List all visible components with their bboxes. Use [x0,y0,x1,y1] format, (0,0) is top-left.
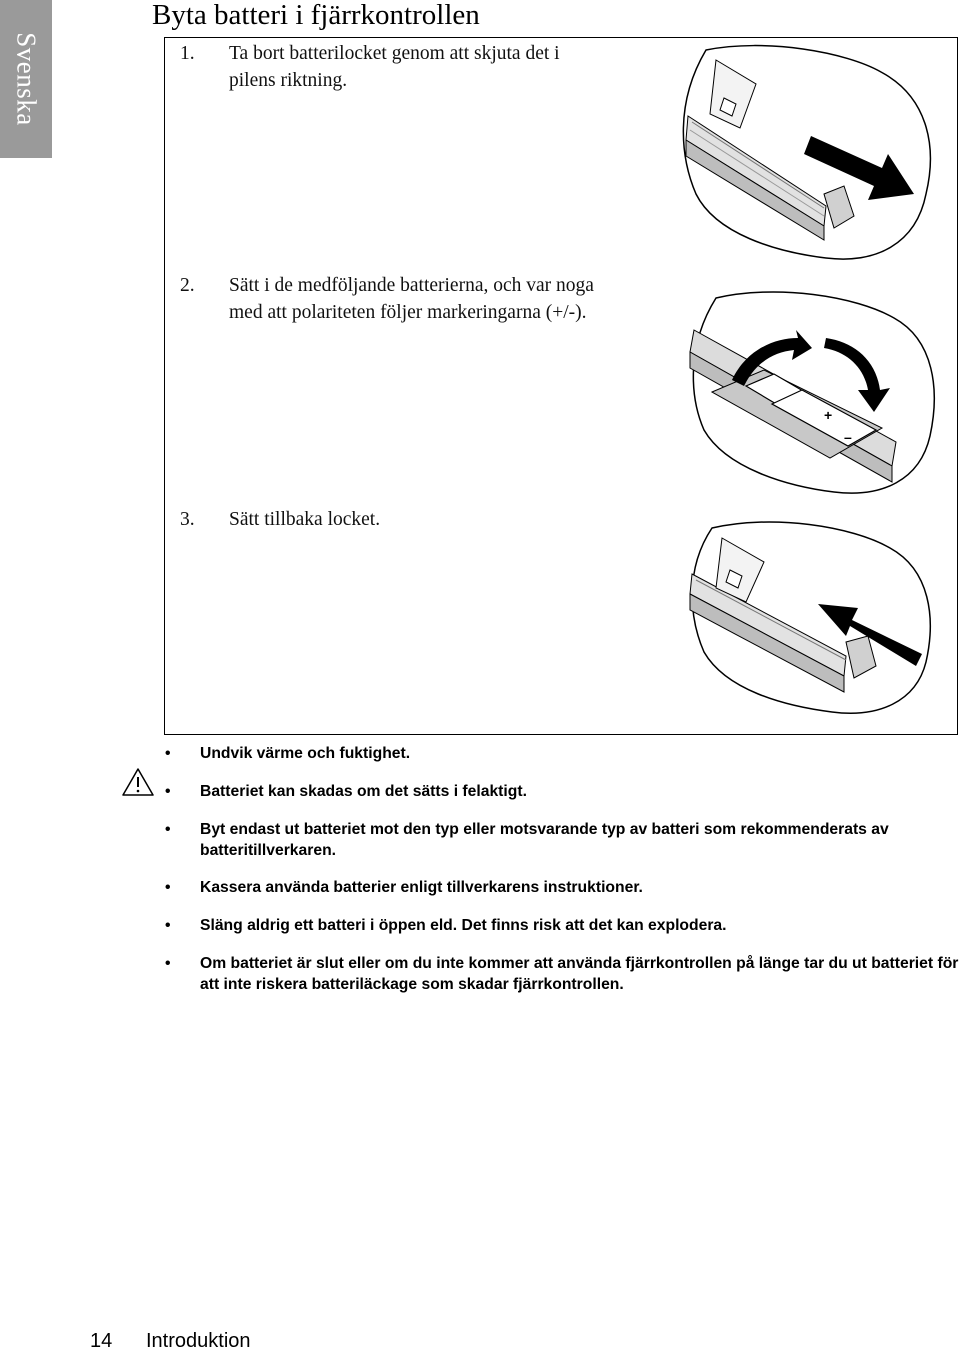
section-name: Introduktion [146,1330,251,1352]
step-number: 3. [180,509,195,530]
note-text: Släng aldrig ett batteri i öppen eld. Det finns risk att det kan explodera. [200,917,727,934]
plus-label: + [824,407,833,423]
note-text: Undvik värme och fuktighet. [200,745,411,762]
note-text: Kassera använda batterier enligt tillverkarens instruktioner. [200,879,643,896]
bullet: • [165,917,171,934]
step-text: Sätt tillbaka locket. [229,509,381,530]
language-tab-label: Svenska [11,32,42,126]
step-text: Ta bort batterilocket genom att skjuta det i pilens riktning. [229,43,560,91]
page-title: Byta batteri i fjärrkontrollen [152,0,480,31]
bullet: • [165,783,171,800]
note-text: Batteriet kan skadas om det sätts i felaktigt. [200,783,527,800]
minus-label: – [844,429,852,445]
step-number: 1. [180,43,195,64]
remove-cover-illustration [676,44,938,262]
insert-batteries-illustration [686,290,938,496]
warning-icon [121,766,155,798]
step-text: Sätt i de medföljande batterierna, och var noga med att polariteten följer markeringarna (+/-). [229,275,594,323]
note-text: Om batteriet är slut eller om du inte kommer att använda fjärrkontrollen på länge tar du ut batteriet för att inte riskera batteriläckage som skadar fjärrkontrollen. [200,955,959,993]
bullet: • [165,745,171,762]
page-number: 14 [90,1330,113,1352]
step-number: 2. [180,275,195,296]
language-tab [0,0,52,158]
bullet: • [165,955,171,972]
note-text: Byt endast ut batteriet mot den typ eller motsvarande typ av batteri som rekommenderats av batteritillverkaren. [200,821,889,859]
bullet: • [165,879,171,896]
replace-cover-illustration [686,520,938,716]
bullet: • [165,821,171,838]
